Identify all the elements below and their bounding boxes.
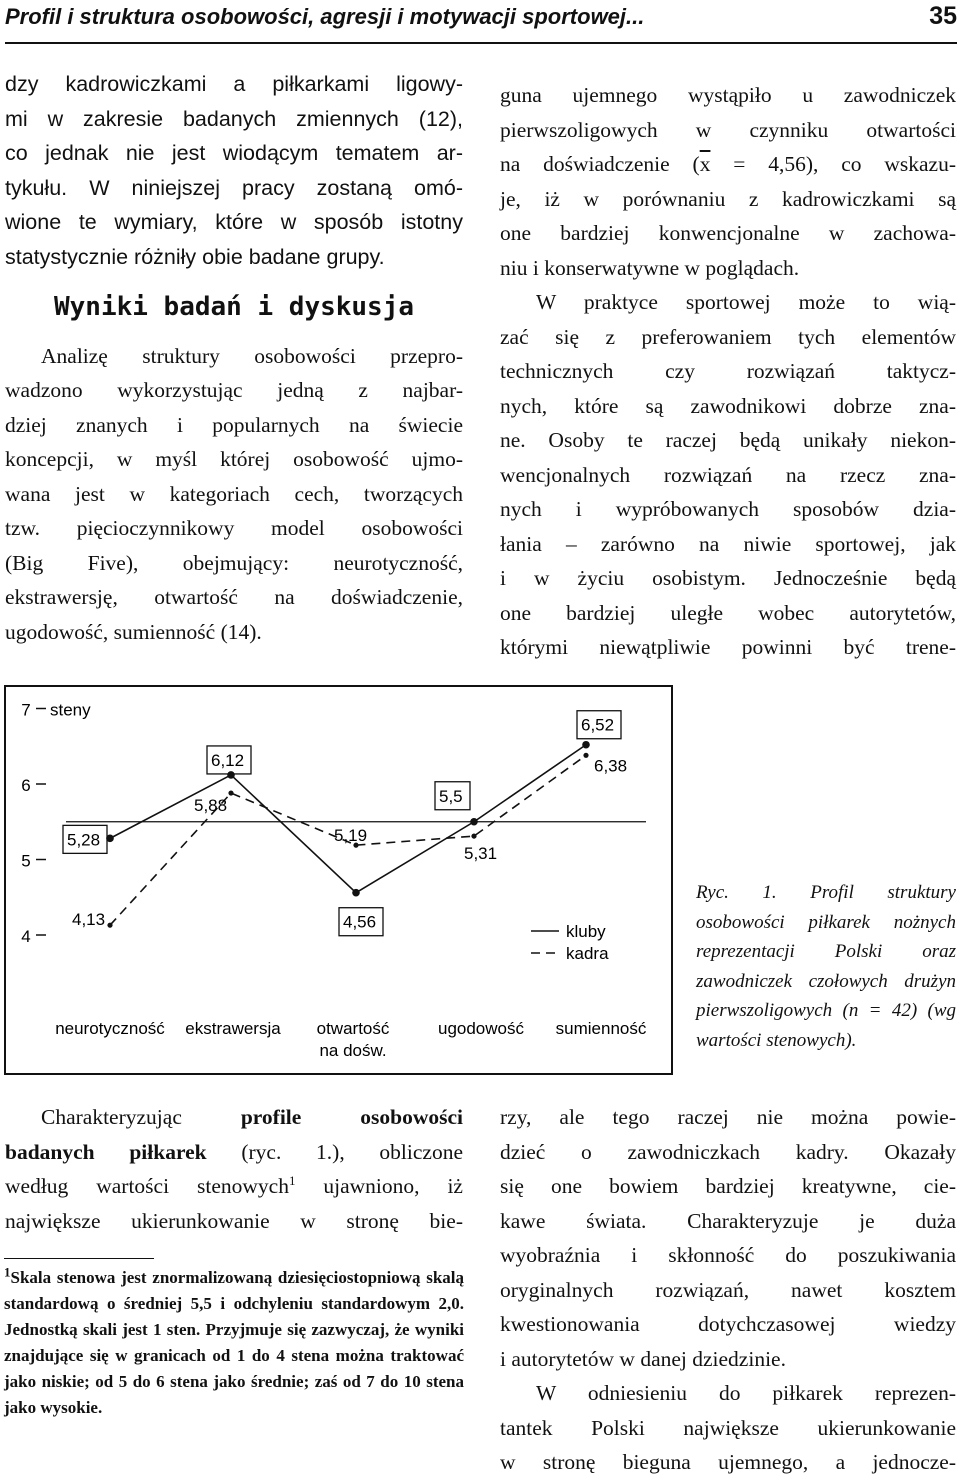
text-line: wadzono wykorzystując jedną z najbar- [5, 378, 463, 402]
data-point-kadra [107, 923, 112, 928]
figure-frame [4, 685, 673, 1075]
text-line: co jednak nie jest wiodącym tematem ar- [5, 141, 463, 165]
running-title: Profil i struktura osobowości, agresji i motywacji sportowej... [5, 4, 645, 29]
practice-paragraph [500, 285, 956, 665]
y-axis-label: steny [50, 700, 91, 720]
data-label-kadra: 6,38 [594, 756, 628, 776]
data-label-kluby: 6,52 [581, 715, 615, 735]
data-label-kadra: 5,31 [464, 844, 498, 864]
data-label-kluby: 6,12 [211, 750, 245, 770]
page-number: 35 [929, 2, 957, 30]
text-line: kwestionowania dotychczasowej wiedzy [500, 1312, 956, 1336]
data-point-kluby [582, 741, 590, 749]
text-line: (Big Five), obejmujący: neurotyczność, [5, 550, 463, 575]
data-label-kluby: 4,56 [343, 912, 377, 932]
analysis-paragraph [5, 339, 463, 650]
footnote [4, 1265, 464, 1421]
text-fragment: ujawniono, iż [295, 1174, 463, 1198]
text-line: W odniesieniu do piłkarek reprezen- [536, 1381, 956, 1405]
text-line: one bardziej uległe wobec autorytetów, [500, 600, 956, 625]
text-line: koncepcji, w myśl której osobowość ujmo- [5, 447, 463, 471]
text-line: tantek Polski największe ukierunkowanie [500, 1415, 956, 1440]
text-line: którymi niewątpliwie powinni być trene- [500, 635, 956, 659]
footnote-ref: 1 [288, 1172, 296, 1188]
text-line: rzy, ale tego raczej nie można powie- [500, 1105, 956, 1129]
data-point-kluby [470, 818, 478, 826]
text-line: statystycznie różniły obie badane grupy. [5, 244, 385, 269]
mean-symbol: $\overline{x}$ [699, 152, 711, 176]
category-label: neurotyczność [55, 1019, 165, 1038]
right-column-top [500, 78, 956, 665]
category-label: otwartość [316, 1019, 390, 1038]
text-line: kawe świata. Charakteryzuje je duża [500, 1208, 956, 1233]
text-line [500, 147, 956, 182]
text-line: wione te wymiary, które w sposób istotny [5, 210, 463, 234]
creativity-paragraph [500, 1100, 956, 1376]
text-line: dzieć o zawodniczkach kadry. Okazały [500, 1139, 956, 1164]
text-line: wencjonalnych rozwiązań na rzecz zna- [500, 462, 956, 487]
text-line [5, 1100, 463, 1135]
data-label-kadra: 5,19 [334, 826, 368, 846]
text-line: tykułu. W niniejszej pracy zostaną omó- [5, 175, 463, 200]
intro-paragraph [5, 67, 463, 274]
conclusion-paragraph [500, 78, 956, 285]
category-label: ekstrawersja [185, 1019, 281, 1038]
y-tick-label: 6 [21, 776, 31, 795]
text-line: dziej znanych i popularnych na świecie [5, 412, 463, 437]
text-line: nych, które są zawodnikowi dobrze zna- [500, 393, 956, 418]
page-header [5, 0, 957, 44]
data-label-kluby: 5,5 [439, 786, 463, 806]
text-line: guna ujemnego wystąpiło u zawodniczek [500, 83, 956, 107]
footnote-divider [4, 1258, 154, 1259]
text-line: i w życiu osobistym. Jednocześnie będą [500, 566, 956, 590]
text-fragment: (ryc. 1.), obliczone [206, 1139, 463, 1164]
category-label: ugodowość [437, 1019, 525, 1038]
text-line: mi w zakresie badanych zmiennych (12), [5, 106, 463, 131]
text-line: największe ukierunkowanie w stronę bie- [5, 1208, 463, 1233]
series-line-kluby [110, 745, 586, 893]
text-line: wana jest w kategoriach cech, tworzących [5, 481, 463, 506]
text-line: technicznych czy rozwiązań taktycz- [500, 359, 956, 383]
data-point-kadra [583, 753, 588, 758]
text-line: je, iż w porównaniu z kadrowiczkami są [500, 186, 956, 211]
category-label: na dośw. [319, 1041, 387, 1060]
data-point-kadra [228, 790, 233, 795]
text-line: nych i wypróbowanych sposobów dzia- [500, 497, 956, 521]
text-fragment: = 4,56), co wskazu- [710, 152, 956, 176]
category-label: sumienność [555, 1019, 647, 1038]
left-column-top [5, 67, 463, 649]
y-tick-label: 4 [21, 927, 31, 946]
text-line: pierwszoligowych w czynniku otwartości [500, 117, 956, 142]
national-team-paragraph [500, 1376, 956, 1480]
text-line: się one bowiem bardziej kreatywne, cie- [500, 1174, 956, 1198]
y-tick-label: 5 [21, 851, 31, 871]
data-point-kadra [471, 833, 476, 838]
text-line: Analizę struktury osobowości przepro- [41, 343, 463, 368]
text-fragment: według wartości stenowych [5, 1174, 289, 1198]
y-tick-label: 7 [21, 700, 31, 720]
data-point-kluby [227, 771, 235, 779]
text-line [5, 1169, 463, 1204]
section-heading: Wyniki badań i dyskusja [53, 292, 415, 322]
text-line: ne. Osoby te raczej będą unikały niekon- [500, 428, 956, 452]
text-line: ekstrawersję, otwartość na doświadczenie, [5, 585, 463, 609]
data-label-kadra: 4,13 [72, 910, 106, 930]
footnote-text: Skala stenowa jest znormalizowaną dziesięciostopniową skalą standardową o średniej 5,5 i odchyleniu standardowym 2,0. Jednostką skali jest 1 sten. Przyjmuje się zazwyczaj, że wyniki znajdujące się w granicach od 1 do 4 stena można traktować jako niskie; od 5 do 6 stena jako średnie; zaś od 7 do 10 stena jako wysokie. [4, 1268, 464, 1417]
text-line: niu i konserwatywne w poglądach. [500, 255, 800, 280]
profile-chart [6, 687, 671, 1073]
left-column-bottom [5, 1100, 463, 1238]
text-line: oryginalnych rozwiązań, nawet kosztem [500, 1277, 956, 1302]
text-line: łania – zarówno na niwie sportowej, jak [500, 531, 956, 556]
text-line: w stronę bieguna ujemnego, a jednocze- [500, 1450, 956, 1474]
data-label-kadra: 5,88 [194, 796, 228, 816]
data-label-kluby: 5,28 [67, 830, 101, 850]
right-column-bottom [500, 1100, 956, 1480]
legend-label-kluby: kluby [566, 922, 606, 941]
footnote-marker: 1 [4, 1264, 11, 1280]
text-line: W praktyce sportowej może to wią- [536, 290, 956, 314]
bold-phrase: profile osobowości [240, 1105, 463, 1129]
text-line: zać się z preferowaniem tych elementów [500, 324, 956, 349]
text-fragment: Charakteryzując [41, 1105, 241, 1129]
bold-phrase: badanych piłkarek [5, 1139, 207, 1164]
text-line: wyobraźnia i skłonność do poszukiwania [500, 1243, 956, 1267]
text-line: one bardziej konwencjonalne w zachowa- [500, 221, 956, 245]
data-point-kluby [352, 889, 360, 897]
text-line: dzy kadrowiczkami a piłkarkami ligowy- [5, 72, 463, 96]
legend-label-kadra: kadra [566, 944, 609, 963]
text-line [5, 1135, 463, 1170]
figure-caption: Ryc. 1. Profil struktury osobowości piłkarek nożnych reprezentacji Polski oraz zawodniczek czołowych drużyn pierwszoligowych (n = 42) (wg wartości stenowych). [696, 882, 956, 1051]
text-line: i autorytetów w danej dziedzinie. [500, 1346, 786, 1371]
text-line: ugodowość, sumienność (14). [5, 619, 262, 644]
text-line: tzw. pięcioczynnikowy model osobowości [5, 516, 463, 540]
text-fragment: na doświadczenie ( [500, 152, 700, 176]
